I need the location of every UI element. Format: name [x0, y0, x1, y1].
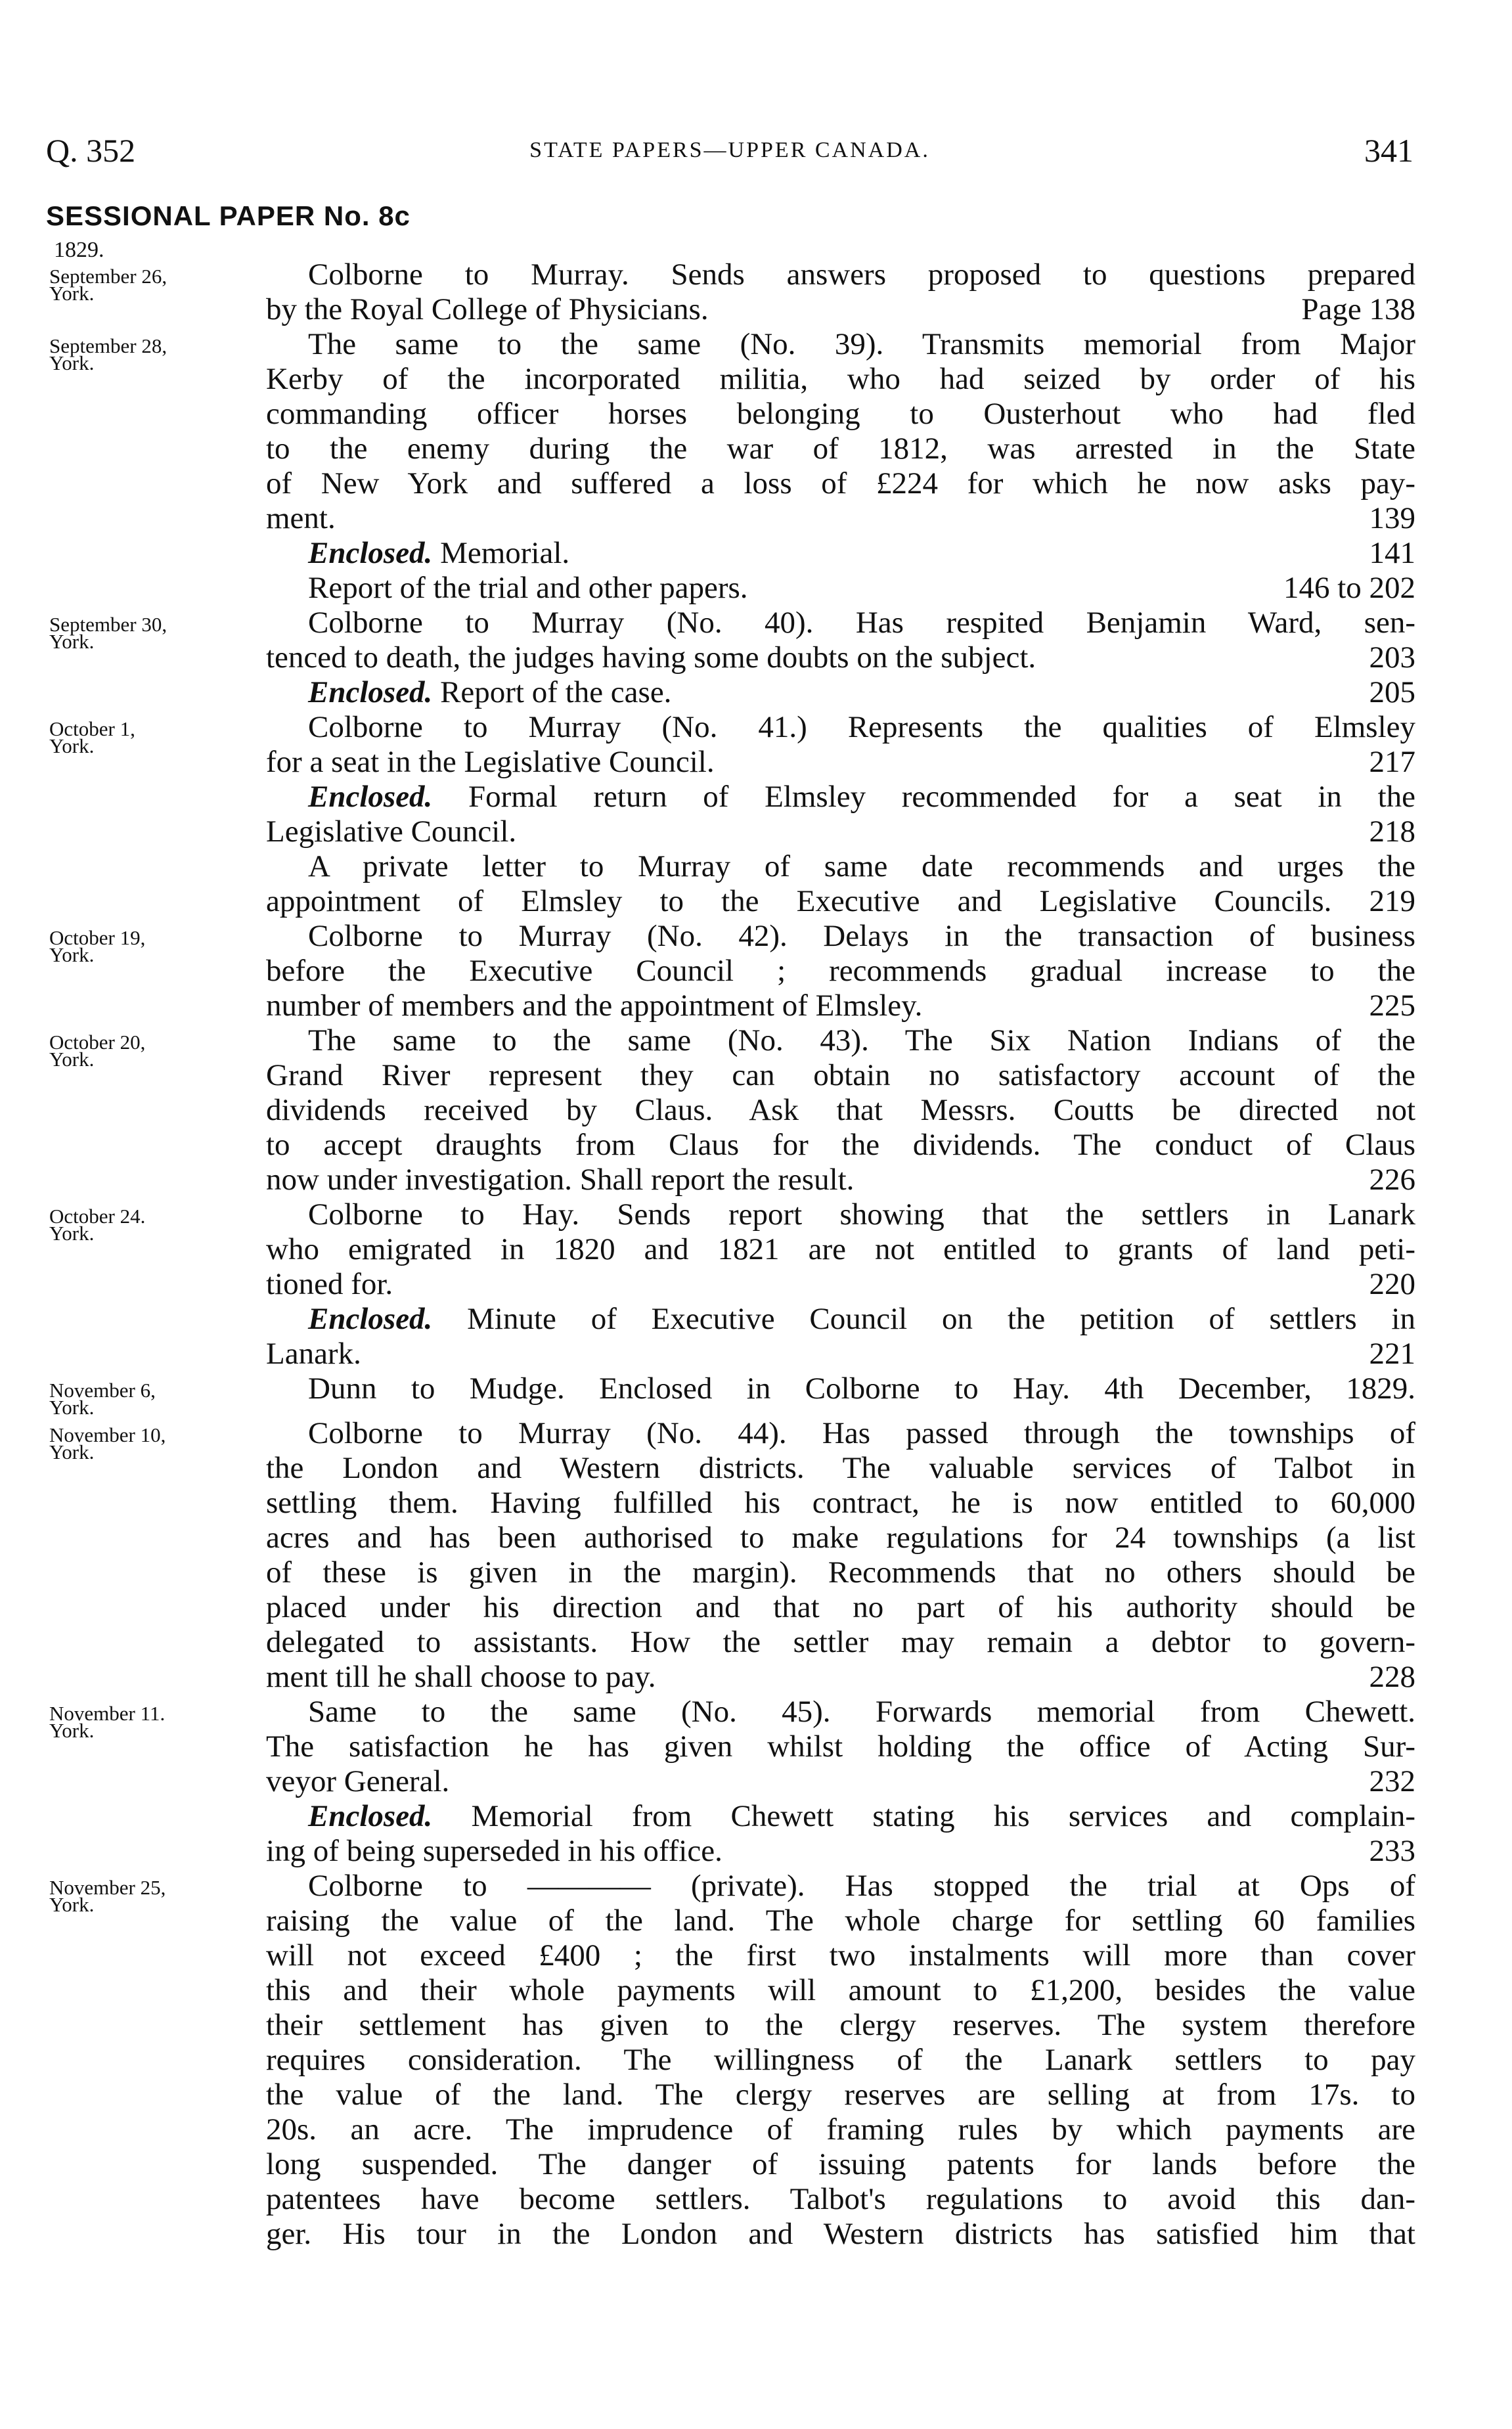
date-line: September 30, — [49, 613, 167, 636]
text-line — [266, 745, 1415, 780]
text-line — [266, 640, 1415, 675]
page-reference-number: 233 — [1369, 1834, 1415, 1868]
text-line: Colborne to Murray (No. 41.) Represents the qualities of Elmsley — [308, 710, 1415, 744]
calendar-entry — [49, 1416, 1415, 1695]
calendar-entry — [49, 1869, 1415, 2252]
page-reference-number: 221 — [1369, 1337, 1415, 1371]
date-line: November 11. — [49, 1702, 166, 1725]
text-line — [266, 1163, 1415, 1197]
entry-body — [266, 1695, 1415, 1869]
entry-date — [49, 1371, 266, 1419]
enclosed-label: Enclosed. — [308, 780, 433, 814]
page-reference-number: 232 — [1369, 1764, 1415, 1798]
line-text: tenced to death, the judges having some doubts on the subject. — [266, 640, 1036, 675]
calendar-entry — [49, 327, 1415, 606]
date-line: York. — [49, 1048, 95, 1071]
enclosed-label: Enclosed. — [308, 675, 433, 709]
date-line: York. — [49, 630, 95, 653]
date-line: York. — [49, 1893, 95, 1916]
date-line: York. — [49, 1440, 95, 1463]
date-line: York. — [49, 734, 95, 757]
enclosed-label: Enclosed. — [308, 536, 433, 570]
entry-body — [266, 1197, 1415, 1371]
date-line: York. — [49, 1719, 95, 1742]
text-line — [266, 501, 1415, 536]
text-line — [266, 1764, 1415, 1799]
text-line: Colborne to Murray. Sends answers proposed to questions prepared — [308, 257, 1415, 292]
text-line: long suspended. The danger of issuing patents for lands before the — [266, 2147, 1415, 2181]
text-line: who emigrated in 1820 and 1821 are not entitled to grants of land peti- — [266, 1232, 1415, 1266]
line-text: veyor General. — [266, 1764, 450, 1798]
text-line: the value of the land. The clergy reserves are selling at from 17s. to — [266, 2078, 1415, 2112]
date-line: October 24. — [49, 1205, 146, 1228]
line-text: by the Royal College of Physicians. — [266, 292, 709, 326]
text-line: of these is given in the margin). Recommends that no others should be — [266, 1555, 1415, 1590]
text-line: Colborne to Murray (No. 44). Has passed through the townships of — [308, 1416, 1415, 1450]
page-reference-number: 205 — [1369, 675, 1415, 709]
text-line — [266, 1660, 1415, 1695]
text-line: commanding officer horses belonging to Ousterhout who had fled — [266, 397, 1415, 431]
page-reference-number: 141 — [1369, 536, 1415, 570]
text-line: to accept draughts from Claus for the dividends. The conduct of Claus — [266, 1128, 1415, 1162]
page-reference: Q. 352 — [46, 132, 136, 169]
text-line: Kerby of the incorporated militia, who had seized by order of his — [266, 362, 1415, 396]
line-text: Enclosed. Report of the case. — [308, 675, 672, 709]
page-number: 341 — [1364, 132, 1413, 169]
text-line: Grand River represent they can obtain no satisfactory account of the — [266, 1058, 1415, 1092]
text-line — [266, 536, 1415, 571]
line-text: Lanark. — [266, 1337, 361, 1371]
text-line: before the Executive Council ; recommends gradual increase to the — [266, 954, 1415, 988]
entry-body — [266, 327, 1415, 606]
page-reference-number: 217 — [1369, 745, 1415, 779]
entry-date — [49, 1416, 266, 1695]
text-line: raising the value of the land. The whole charge for settling 60 families — [266, 1904, 1415, 1938]
date-line: October 20, — [49, 1031, 146, 1054]
line-text: ing of being superseded in his office. — [266, 1834, 723, 1868]
text-line: Dunn to Mudge. Enclosed in Colborne to Hay. 4th December, 1829. — [308, 1371, 1415, 1406]
text-line: A private letter to Murray of same date recommends and urges the — [308, 849, 1415, 883]
sessional-paper-label: SESSIONAL PAPER No. 8c — [46, 200, 411, 231]
entry-date — [49, 1869, 266, 2252]
entry-date — [49, 1695, 266, 1869]
entry-date — [49, 606, 266, 710]
page-reference-number: 203 — [1369, 640, 1415, 675]
date-line: York. — [49, 351, 95, 374]
date-line: November 10, — [49, 1423, 166, 1446]
text-line: Enclosed. Minute of Executive Council on the petition of settlers in — [308, 1302, 1415, 1336]
text-line: their settlement has given to the clergy reserves. The system therefore — [266, 2008, 1415, 2042]
text-line: patentees have become settlers. Talbot's regulations to avoid this dan- — [266, 2182, 1415, 2216]
date-line: October 19, — [49, 926, 146, 949]
text-line: Enclosed. Formal return of Elmsley recommended for a seat in the — [308, 780, 1415, 814]
entry-date — [49, 257, 266, 327]
calendar-entry — [49, 1695, 1415, 1869]
text-line: this and their whole payments will amount to £1,200, besides the value — [266, 1973, 1415, 2007]
text-line — [266, 675, 1415, 710]
line-text: number of members and the appointment of Elmsley. — [266, 989, 923, 1023]
text-line: acres and has been authorised to make regulations for 24 townships (a list — [266, 1521, 1415, 1555]
year-label: 1829. — [54, 238, 104, 262]
page-reference-number: 225 — [1369, 989, 1415, 1023]
date-line: November 6, — [49, 1379, 156, 1402]
text-line: The same to the same (No. 43). The Six Nation Indians of the — [308, 1023, 1415, 1058]
text-line — [266, 989, 1415, 1023]
date-line: September 26, — [49, 265, 167, 288]
entry-date — [49, 1197, 266, 1371]
page-reference-number: Page 138 — [1301, 292, 1415, 326]
running-title: STATE PAPERS—UPPER CANADA. — [529, 138, 930, 162]
entry-body — [266, 710, 1415, 919]
enclosed-label: Enclosed. — [308, 1799, 433, 1833]
entry-body — [266, 1869, 1415, 2252]
text-line: requires consideration. The willingness of the Lanark settlers to pay — [266, 2043, 1415, 2077]
entry-date — [49, 1023, 266, 1197]
calendar-entry — [49, 257, 1415, 327]
entry-body — [266, 257, 1415, 327]
text-line — [266, 1834, 1415, 1869]
line-text: ment. — [266, 501, 336, 535]
line-text: Report of the trial and other papers. — [308, 571, 748, 605]
calendar-entry — [49, 919, 1415, 1023]
date-line: York. — [49, 1222, 95, 1245]
page-reference-number: 220 — [1369, 1267, 1415, 1301]
calendar-entry — [49, 1023, 1415, 1197]
text-line: of New York and suffered a loss of £224 for which he now asks pay- — [266, 466, 1415, 501]
text-line — [266, 1337, 1415, 1371]
text-line: ger. His tour in the London and Western districts has satisfied him that — [266, 2217, 1415, 2251]
text-line: will not exceed £400 ; the first two instalments will more than cover — [266, 1938, 1415, 1972]
date-line: York. — [49, 282, 95, 305]
text-line: Colborne to Murray (No. 42). Delays in the transaction of business — [308, 919, 1415, 953]
entry-body — [266, 919, 1415, 1023]
entry-body — [266, 1371, 1415, 1416]
text-line — [266, 571, 1415, 606]
line-text: now under investigation. Shall report the result. — [266, 1163, 855, 1197]
text-line: Colborne to Murray (No. 40). Has respited Benjamin Ward, sen- — [308, 606, 1415, 640]
date-line: October 1, — [49, 717, 135, 740]
entry-body — [266, 1023, 1415, 1197]
text-line: dividends received by Claus. Ask that Messrs. Coutts be directed not — [266, 1093, 1415, 1127]
page-reference-number: 228 — [1369, 1660, 1415, 1694]
page-reference-number: 226 — [1369, 1163, 1415, 1197]
calendar-entry — [49, 1197, 1415, 1371]
text-line: The satisfaction he has given whilst holding the office of Acting Sur- — [266, 1729, 1415, 1764]
text-line: appointment of Elmsley to the Executive and Legislative Councils. 219 — [266, 884, 1415, 918]
page-reference-number: 146 to 202 — [1283, 571, 1415, 605]
entry-date — [49, 327, 266, 606]
line-text: ment till he shall choose to pay. — [266, 1660, 656, 1694]
calendar-entry — [49, 1371, 1415, 1419]
text-line: Enclosed. Memorial from Chewett stating his services and complain- — [308, 1799, 1415, 1833]
calendar-entries — [49, 257, 1415, 2252]
entry-body — [266, 606, 1415, 710]
date-line: November 25, — [49, 1876, 166, 1899]
text-line — [266, 1267, 1415, 1302]
text-line — [266, 292, 1415, 327]
date-line: York. — [49, 1396, 95, 1419]
page-header — [46, 131, 1413, 177]
text-line: delegated to assistants. How the settler may remain a debtor to govern- — [266, 1625, 1415, 1659]
date-line: York. — [49, 943, 95, 966]
text-line — [266, 814, 1415, 849]
text-line: settling them. Having fulfilled his contract, he is now entitled to 60,000 — [266, 1486, 1415, 1520]
line-text: Enclosed. Memorial. — [308, 536, 570, 570]
enclosed-label: Enclosed. — [308, 1302, 433, 1336]
text-line: Same to the same (No. 45). Forwards memorial from Chewett. — [308, 1695, 1415, 1729]
line-text: tioned for. — [266, 1267, 393, 1301]
text-line: placed under his direction and that no part of his authority should be — [266, 1590, 1415, 1624]
entry-body — [266, 1416, 1415, 1695]
text-line: to the enemy during the war of 1812, was arrested in the State — [266, 432, 1415, 466]
text-line: 20s. an acre. The imprudence of framing rules by which payments are — [266, 2112, 1415, 2147]
line-text: for a seat in the Legislative Council. — [266, 745, 715, 779]
calendar-entry — [49, 710, 1415, 919]
calendar-entry — [49, 606, 1415, 710]
text-line: Colborne to Hay. Sends report showing that the settlers in Lanark — [308, 1197, 1415, 1232]
date-line: September 28, — [49, 334, 167, 357]
line-text: Legislative Council. — [266, 814, 517, 849]
entry-date — [49, 919, 266, 1023]
entry-date — [49, 710, 266, 919]
page-reference-number: 139 — [1369, 501, 1415, 535]
page-reference-number: 218 — [1369, 814, 1415, 849]
text-line: The same to the same (No. 39). Transmits memorial from Major — [308, 327, 1415, 361]
text-line: Colborne to ———— (private). Has stopped the trial at Ops of — [308, 1869, 1415, 1903]
text-line: the London and Western districts. The valuable services of Talbot in — [266, 1451, 1415, 1485]
